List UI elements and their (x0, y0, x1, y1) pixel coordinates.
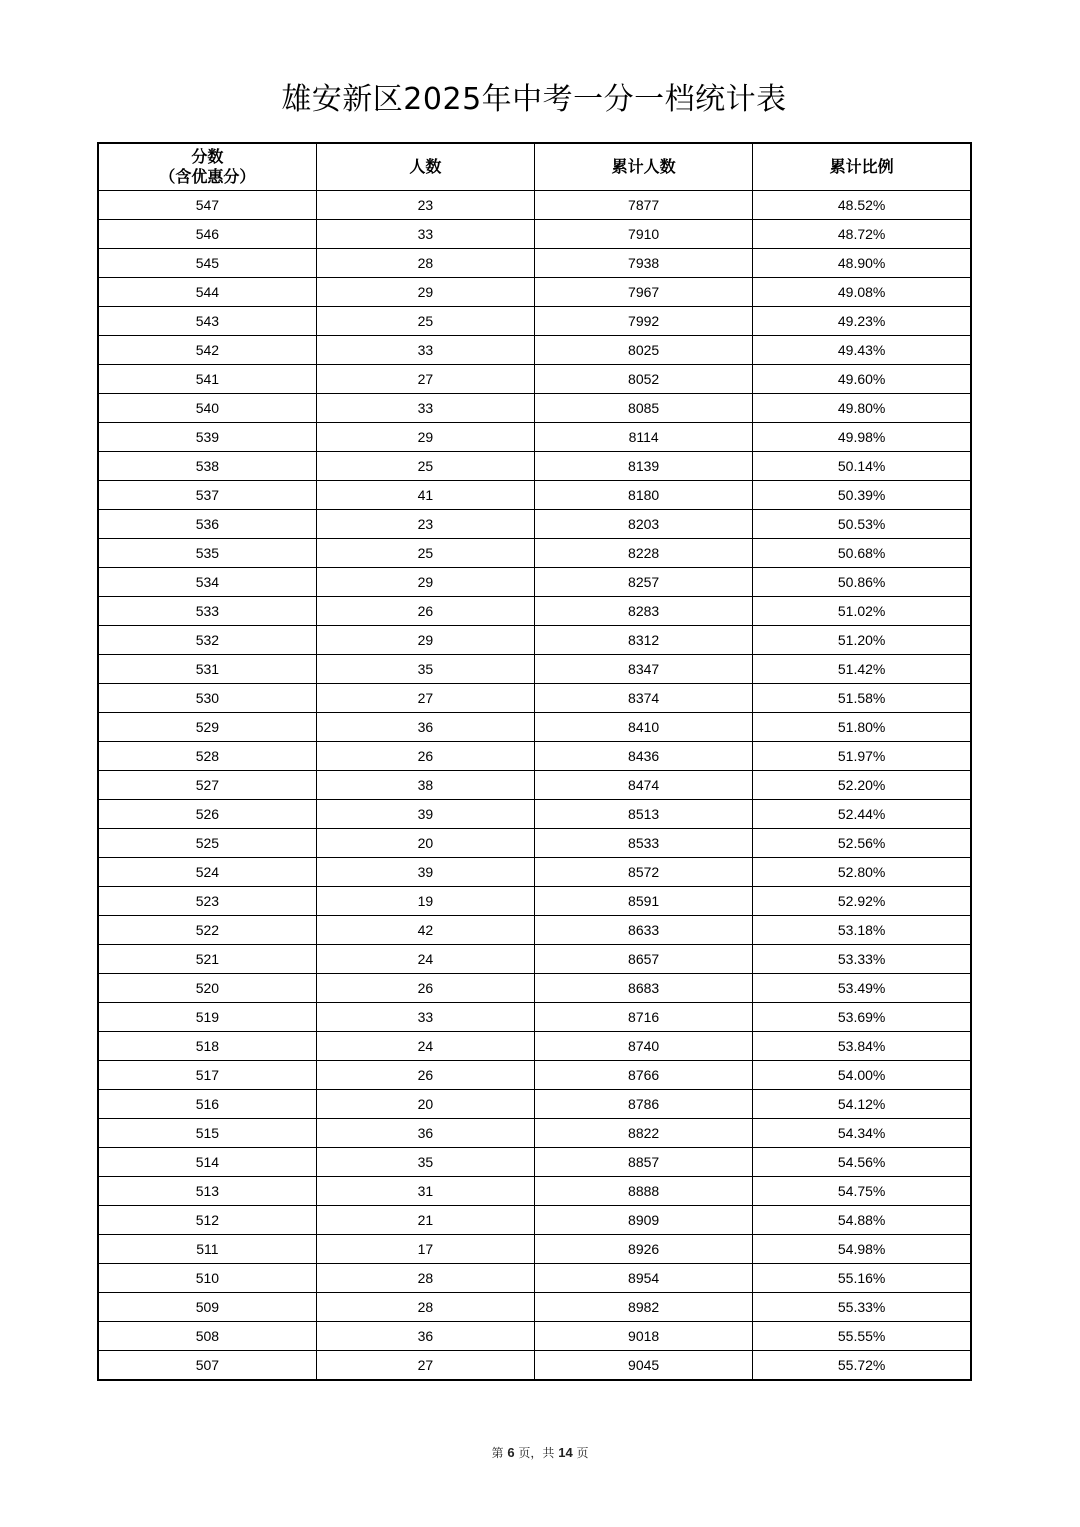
cell-cumulative-count: 8228 (535, 539, 753, 568)
cell-count: 29 (316, 626, 534, 655)
cell-count: 35 (316, 1148, 534, 1177)
cell-score: 517 (98, 1061, 316, 1090)
table-row (98, 945, 971, 974)
cell-score: 519 (98, 1003, 316, 1032)
cell-cumulative-ratio: 48.52% (753, 191, 971, 220)
cell-cumulative-ratio: 55.33% (753, 1293, 971, 1322)
cell-score: 522 (98, 916, 316, 945)
cell-count: 42 (316, 916, 534, 945)
table-row (98, 1351, 971, 1381)
cell-cumulative-ratio: 53.49% (753, 974, 971, 1003)
table-row (98, 394, 971, 423)
cell-count: 33 (316, 1003, 534, 1032)
cell-score: 511 (98, 1235, 316, 1264)
cell-cumulative-ratio: 51.97% (753, 742, 971, 771)
cell-count: 25 (316, 539, 534, 568)
table-row (98, 481, 971, 510)
cell-count: 23 (316, 510, 534, 539)
header-cumulative-ratio: 累计比例 (753, 143, 971, 191)
cell-cumulative-count: 8954 (535, 1264, 753, 1293)
cell-cumulative-count: 8740 (535, 1032, 753, 1061)
cell-score: 547 (98, 191, 316, 220)
table-row (98, 1322, 971, 1351)
cell-cumulative-ratio: 51.02% (753, 597, 971, 626)
table-row (98, 568, 971, 597)
header-cumulative-count: 累计人数 (535, 143, 753, 191)
cell-cumulative-ratio: 50.39% (753, 481, 971, 510)
cell-count: 41 (316, 481, 534, 510)
cell-score: 513 (98, 1177, 316, 1206)
cell-cumulative-count: 7877 (535, 191, 753, 220)
footer-middle: 页，共 (518, 1446, 555, 1460)
cell-count: 28 (316, 1264, 534, 1293)
cell-score: 520 (98, 974, 316, 1003)
cell-cumulative-ratio: 54.56% (753, 1148, 971, 1177)
footer-total-pages: 14 (558, 1445, 573, 1460)
cell-cumulative-ratio: 50.14% (753, 452, 971, 481)
cell-cumulative-ratio: 49.98% (753, 423, 971, 452)
table-row (98, 1148, 971, 1177)
cell-count: 36 (316, 1322, 534, 1351)
table-row (98, 626, 971, 655)
header-score-note: （含优惠分） (159, 167, 256, 186)
cell-count: 36 (316, 1119, 534, 1148)
cell-score: 527 (98, 771, 316, 800)
cell-score: 536 (98, 510, 316, 539)
table-row (98, 742, 971, 771)
cell-score: 533 (98, 597, 316, 626)
cell-count: 38 (316, 771, 534, 800)
cell-cumulative-ratio: 50.86% (753, 568, 971, 597)
cell-score: 538 (98, 452, 316, 481)
cell-cumulative-ratio: 49.43% (753, 336, 971, 365)
cell-cumulative-count: 8888 (535, 1177, 753, 1206)
cell-cumulative-ratio: 55.72% (753, 1351, 971, 1381)
cell-count: 29 (316, 278, 534, 307)
footer-current-page: 6 (507, 1445, 515, 1460)
cell-cumulative-count: 8572 (535, 858, 753, 887)
cell-cumulative-count: 8203 (535, 510, 753, 539)
cell-cumulative-count: 9045 (535, 1351, 753, 1381)
table-row (98, 510, 971, 539)
cell-cumulative-ratio: 53.69% (753, 1003, 971, 1032)
cell-cumulative-count: 8513 (535, 800, 753, 829)
table-row (98, 1293, 971, 1322)
cell-cumulative-count: 8657 (535, 945, 753, 974)
cell-score: 541 (98, 365, 316, 394)
cell-cumulative-count: 8926 (535, 1235, 753, 1264)
table-row (98, 1032, 971, 1061)
cell-cumulative-ratio: 53.33% (753, 945, 971, 974)
cell-cumulative-ratio: 54.00% (753, 1061, 971, 1090)
cell-cumulative-count: 8533 (535, 829, 753, 858)
table-row (98, 713, 971, 742)
table-row (98, 858, 971, 887)
cell-count: 20 (316, 1090, 534, 1119)
cell-count: 26 (316, 974, 534, 1003)
cell-count: 19 (316, 887, 534, 916)
cell-cumulative-ratio: 51.58% (753, 684, 971, 713)
cell-cumulative-count: 8766 (535, 1061, 753, 1090)
cell-cumulative-ratio: 52.20% (753, 771, 971, 800)
cell-count: 29 (316, 423, 534, 452)
cell-cumulative-count: 8683 (535, 974, 753, 1003)
cell-score: 532 (98, 626, 316, 655)
cell-cumulative-count: 8857 (535, 1148, 753, 1177)
cell-score: 525 (98, 829, 316, 858)
cell-count: 39 (316, 858, 534, 887)
table-row (98, 1003, 971, 1032)
cell-score: 543 (98, 307, 316, 336)
footer-prefix: 第 (491, 1446, 504, 1460)
score-distribution-table (97, 142, 972, 1381)
cell-cumulative-ratio: 52.92% (753, 887, 971, 916)
cell-cumulative-ratio: 54.34% (753, 1119, 971, 1148)
cell-cumulative-ratio: 55.55% (753, 1322, 971, 1351)
cell-cumulative-count: 8982 (535, 1293, 753, 1322)
cell-score: 535 (98, 539, 316, 568)
header-score-label: 分数 (191, 147, 224, 166)
cell-score: 507 (98, 1351, 316, 1381)
cell-cumulative-ratio: 50.53% (753, 510, 971, 539)
cell-count: 33 (316, 336, 534, 365)
cell-score: 524 (98, 858, 316, 887)
table-row (98, 307, 971, 336)
table-row (98, 278, 971, 307)
cell-count: 31 (316, 1177, 534, 1206)
cell-cumulative-count: 8257 (535, 568, 753, 597)
cell-cumulative-count: 8591 (535, 887, 753, 916)
cell-score: 509 (98, 1293, 316, 1322)
table-row (98, 684, 971, 713)
cell-count: 28 (316, 1293, 534, 1322)
cell-cumulative-count: 8025 (535, 336, 753, 365)
page-footer (0, 1444, 1080, 1461)
cell-count: 27 (316, 365, 534, 394)
cell-cumulative-ratio: 54.75% (753, 1177, 971, 1206)
cell-cumulative-count: 8474 (535, 771, 753, 800)
cell-count: 26 (316, 597, 534, 626)
cell-cumulative-ratio: 51.20% (753, 626, 971, 655)
table-row (98, 655, 971, 684)
cell-score: 542 (98, 336, 316, 365)
cell-count: 23 (316, 191, 534, 220)
cell-cumulative-ratio: 54.98% (753, 1235, 971, 1264)
cell-score: 537 (98, 481, 316, 510)
cell-score: 528 (98, 742, 316, 771)
table-row (98, 423, 971, 452)
cell-count: 35 (316, 655, 534, 684)
cell-score: 529 (98, 713, 316, 742)
footer-suffix: 页 (576, 1446, 589, 1460)
cell-cumulative-count: 7967 (535, 278, 753, 307)
cell-count: 29 (316, 568, 534, 597)
table-row (98, 1119, 971, 1148)
table-row (98, 1061, 971, 1090)
cell-count: 24 (316, 1032, 534, 1061)
header-count: 人数 (316, 143, 534, 191)
cell-count: 27 (316, 1351, 534, 1381)
cell-count: 39 (316, 800, 534, 829)
cell-count: 20 (316, 829, 534, 858)
cell-score: 526 (98, 800, 316, 829)
table-row (98, 887, 971, 916)
table-row (98, 771, 971, 800)
table-row (98, 220, 971, 249)
table-row (98, 1177, 971, 1206)
cell-cumulative-ratio: 48.72% (753, 220, 971, 249)
cell-count: 25 (316, 307, 534, 336)
cell-score: 530 (98, 684, 316, 713)
cell-cumulative-ratio: 52.56% (753, 829, 971, 858)
cell-cumulative-count: 8114 (535, 423, 753, 452)
cell-cumulative-ratio: 49.60% (753, 365, 971, 394)
table-row (98, 191, 971, 220)
cell-score: 510 (98, 1264, 316, 1293)
cell-cumulative-ratio: 54.12% (753, 1090, 971, 1119)
cell-score: 514 (98, 1148, 316, 1177)
cell-cumulative-ratio: 54.88% (753, 1206, 971, 1235)
cell-cumulative-ratio: 55.16% (753, 1264, 971, 1293)
table-row (98, 974, 971, 1003)
cell-count: 36 (316, 713, 534, 742)
table-row (98, 1264, 971, 1293)
cell-cumulative-ratio: 53.18% (753, 916, 971, 945)
cell-count: 25 (316, 452, 534, 481)
header-score (98, 143, 316, 191)
cell-count: 24 (316, 945, 534, 974)
cell-score: 534 (98, 568, 316, 597)
cell-score: 518 (98, 1032, 316, 1061)
table-row (98, 1206, 971, 1235)
cell-score: 515 (98, 1119, 316, 1148)
table-row (98, 365, 971, 394)
cell-score: 545 (98, 249, 316, 278)
cell-score: 521 (98, 945, 316, 974)
table-row (98, 452, 971, 481)
cell-cumulative-count: 8374 (535, 684, 753, 713)
cell-score: 512 (98, 1206, 316, 1235)
cell-cumulative-count: 8312 (535, 626, 753, 655)
cell-cumulative-count: 9018 (535, 1322, 753, 1351)
cell-cumulative-count: 8283 (535, 597, 753, 626)
table-header-row (98, 143, 971, 191)
cell-count: 26 (316, 1061, 534, 1090)
cell-count: 33 (316, 394, 534, 423)
table-row (98, 916, 971, 945)
cell-score: 508 (98, 1322, 316, 1351)
table-row (98, 1235, 971, 1264)
cell-cumulative-ratio: 49.80% (753, 394, 971, 423)
cell-cumulative-count: 7938 (535, 249, 753, 278)
cell-cumulative-ratio: 51.80% (753, 713, 971, 742)
page-title: 雄安新区2025年中考一分一档统计表 (281, 82, 787, 117)
cell-cumulative-count: 8436 (535, 742, 753, 771)
table-row (98, 800, 971, 829)
cell-score: 546 (98, 220, 316, 249)
cell-count: 28 (316, 249, 534, 278)
cell-cumulative-count: 8716 (535, 1003, 753, 1032)
cell-cumulative-ratio: 52.80% (753, 858, 971, 887)
table-row (98, 336, 971, 365)
cell-cumulative-count: 8085 (535, 394, 753, 423)
table-body (98, 191, 971, 1381)
cell-cumulative-count: 8347 (535, 655, 753, 684)
cell-cumulative-ratio: 50.68% (753, 539, 971, 568)
cell-count: 33 (316, 220, 534, 249)
cell-cumulative-count: 8180 (535, 481, 753, 510)
cell-cumulative-ratio: 52.44% (753, 800, 971, 829)
table-row (98, 1090, 971, 1119)
cell-cumulative-ratio: 49.08% (753, 278, 971, 307)
cell-count: 21 (316, 1206, 534, 1235)
cell-score: 523 (98, 887, 316, 916)
cell-cumulative-count: 8052 (535, 365, 753, 394)
cell-score: 540 (98, 394, 316, 423)
cell-cumulative-count: 8909 (535, 1206, 753, 1235)
cell-cumulative-count: 8410 (535, 713, 753, 742)
table-row (98, 539, 971, 568)
cell-score: 544 (98, 278, 316, 307)
cell-cumulative-count: 8139 (535, 452, 753, 481)
cell-cumulative-count: 8633 (535, 916, 753, 945)
cell-cumulative-ratio: 48.90% (753, 249, 971, 278)
cell-count: 26 (316, 742, 534, 771)
cell-score: 531 (98, 655, 316, 684)
cell-count: 27 (316, 684, 534, 713)
table-row (98, 829, 971, 858)
cell-cumulative-ratio: 51.42% (753, 655, 971, 684)
cell-cumulative-ratio: 53.84% (753, 1032, 971, 1061)
table-row (98, 597, 971, 626)
cell-score: 539 (98, 423, 316, 452)
cell-cumulative-count: 8786 (535, 1090, 753, 1119)
cell-count: 17 (316, 1235, 534, 1264)
cell-cumulative-ratio: 49.23% (753, 307, 971, 336)
cell-cumulative-count: 8822 (535, 1119, 753, 1148)
cell-cumulative-count: 7992 (535, 307, 753, 336)
table-row (98, 249, 971, 278)
cell-score: 516 (98, 1090, 316, 1119)
cell-cumulative-count: 7910 (535, 220, 753, 249)
